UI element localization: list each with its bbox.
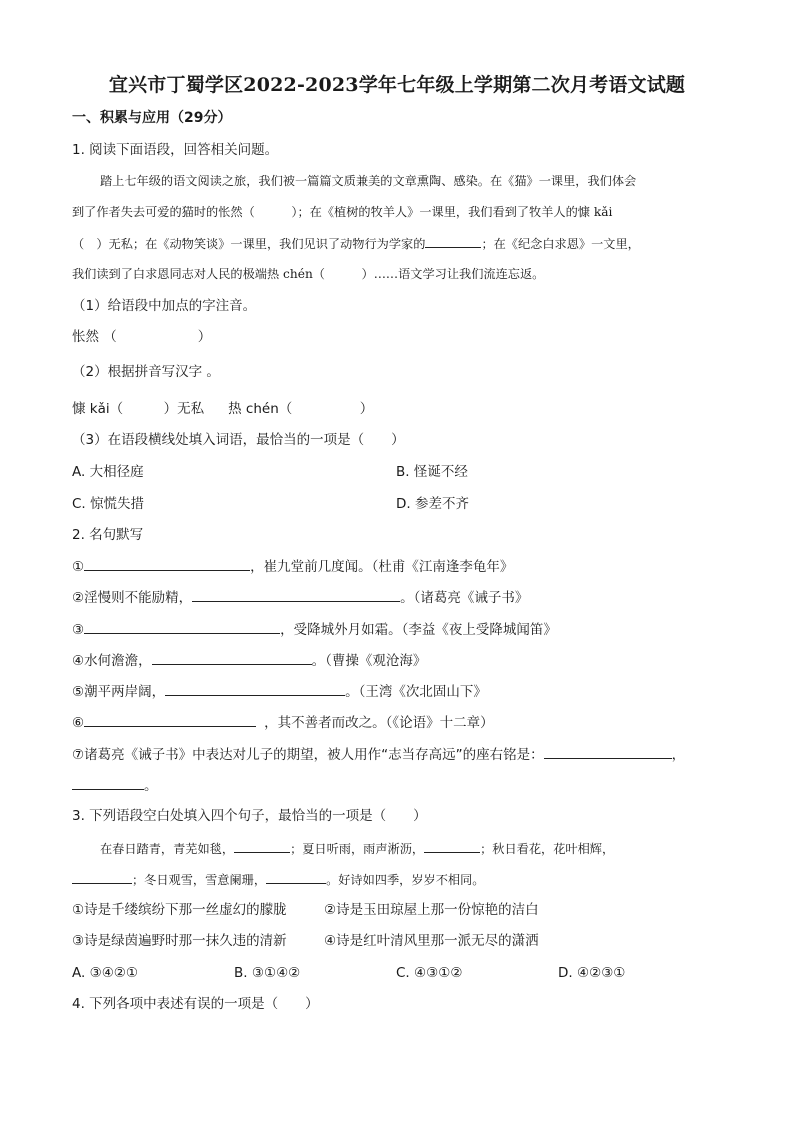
q3-passage-line — [72, 869, 485, 890]
option-text: 参差不齐 — [414, 496, 469, 512]
option-label: D. — [558, 965, 573, 981]
recitation-item-continued — [72, 775, 158, 796]
pinyin-item: 热 chén（ ） — [228, 401, 374, 417]
pinyin-item: 慷 kǎi（ ）无私 — [72, 401, 205, 417]
q3-passage-text: ；冬日观雪，雪意阑珊， — [132, 873, 267, 887]
option-label: B. — [234, 965, 248, 981]
recitation-item — [72, 587, 528, 608]
recitation-item — [72, 744, 685, 765]
fill-blank[interactable] — [72, 869, 132, 884]
q3-option-d[interactable] — [558, 963, 625, 983]
recitation-pre: ⑦诸葛亮《诫子书》中表达对儿子的期望，被人用作“志当存高远”的座右铭是： — [72, 747, 544, 763]
option-text: ③④②① — [89, 965, 139, 981]
fill-blank[interactable] — [72, 775, 144, 790]
q3-passage-text: 在春日踏青，青芜如毯， — [100, 842, 235, 856]
recitation-post: ，其不善者而改之。（《论语》十二章） — [264, 715, 494, 731]
q1-stem: 1. 阅读下面语段，回答相关问题。 — [72, 142, 279, 158]
q2-stem: 2. 名句默写 — [72, 527, 144, 543]
option-text: ③①④② — [251, 965, 301, 981]
option-label: A. — [72, 464, 86, 480]
q1-passage-text: （ ）无私；在《动物笑谈》一课里，我们见识了动物行为学家的 — [72, 237, 426, 251]
q1-option-a[interactable] — [72, 462, 144, 482]
fill-blank[interactable] — [152, 650, 312, 665]
q3-passage-line — [100, 838, 614, 859]
option-text: 怪诞不经 — [413, 464, 468, 480]
q1-passage-line — [72, 233, 640, 254]
option-label: B. — [396, 464, 410, 480]
q3-option-b[interactable] — [234, 963, 300, 983]
recitation-item — [72, 650, 426, 671]
option-label: C. — [396, 965, 410, 981]
fill-blank[interactable] — [84, 619, 280, 634]
recitation-pre: ③ — [72, 622, 85, 638]
recitation-pre: ②淫慢则不能励精， — [72, 590, 193, 606]
q3-sentence: ③诗是绿茵遍野时那一抹久违的清新 — [72, 933, 287, 949]
option-text: 大相径庭 — [89, 464, 144, 480]
q3-option-a[interactable] — [72, 963, 138, 983]
recitation-pre: ⑥ — [72, 715, 85, 731]
fill-blank[interactable] — [84, 712, 256, 727]
q1-passage-line: 我们读到了白求恩同志对人民的极端热 chén（ ）……语文学习让我们流连忘返。 — [72, 267, 545, 281]
fill-blank[interactable] — [165, 681, 345, 696]
q3-sentence: ②诗是玉田琼屋上那一份惊艳的洁白 — [324, 902, 539, 918]
option-text: ④②③① — [576, 965, 626, 981]
recitation-post: 。（诸葛亮《诫子书》 — [400, 590, 529, 606]
option-label: A. — [72, 965, 86, 981]
fill-blank[interactable] — [234, 838, 290, 853]
fill-blank[interactable] — [544, 744, 672, 759]
q1-option-b[interactable] — [396, 462, 468, 482]
q1-option-c[interactable] — [72, 494, 144, 514]
recitation-post: 。 — [144, 778, 158, 794]
q4-stem: 4. 下列各项中表述有误的一项是（ ） — [72, 996, 319, 1012]
q1-passage-text: ；在《纪念白求恩》一文里， — [481, 237, 640, 251]
recitation-post: ，受降城外月如霜。（李益《夜上受降城闻笛》 — [280, 622, 557, 638]
option-text: 惊慌失措 — [90, 496, 145, 512]
recitation-item — [72, 556, 513, 577]
q1-sub2-answer — [72, 399, 373, 419]
q1-sub1-answer: 怅然 （ ） — [72, 329, 212, 345]
fill-blank[interactable] — [192, 587, 400, 602]
q1-sub3: （3）在语段横线处填入词语，最恰当的一项是（ ） — [72, 432, 405, 448]
q3-stem: 3. 下列语段空白处填入四个句子，最恰当的一项是（ ） — [72, 808, 427, 824]
q3-sentence: ①诗是千缕缤纷下那一丝虚幻的朦胧 — [72, 902, 287, 918]
recitation-post: ，崔九堂前几度闻。（杜甫《江南逢李龟年》 — [250, 559, 514, 575]
page-title: 宜兴市丁蜀学区2022-2023学年七年级上学期第二次月考语文试题 — [108, 74, 686, 96]
q1-passage-line: 踏上七年级的语文阅读之旅，我们被一篇篇文质兼美的文章熏陶、感染。在《猫》一课里，我们体会 — [100, 174, 637, 188]
fill-blank[interactable] — [424, 838, 480, 853]
recitation-pre: ④水何澹澹， — [72, 653, 152, 669]
q3-passage-text: ；夏日听雨，雨声淅沥， — [290, 842, 425, 856]
q1-sub2: （2）根据拼音写汉字 。 — [72, 364, 220, 380]
recitation-item — [72, 681, 487, 702]
recitation-pre: ① — [72, 559, 85, 575]
q1-option-d[interactable] — [396, 494, 469, 514]
q3-option-c[interactable] — [396, 963, 462, 983]
recitation-item — [72, 619, 557, 640]
section-heading: 一、积累与应用（29分） — [72, 110, 232, 126]
option-text: ④③①② — [414, 965, 463, 981]
recitation-pre: ⑤潮平两岸阔， — [72, 684, 166, 700]
recitation-post: 。（王湾《次北固山下》 — [345, 684, 487, 700]
option-label: D. — [396, 496, 411, 512]
recitation-item — [72, 712, 494, 733]
q3-passage-text: 。好诗如四季，岁岁不相同。 — [326, 873, 485, 887]
option-label: C. — [72, 496, 86, 512]
fill-blank[interactable] — [425, 233, 481, 248]
q3-sentence: ④诗是红叶清风里那一派无尽的潇洒 — [324, 933, 539, 949]
recitation-post: ， — [671, 747, 686, 763]
q1-passage-line: 到了作者失去可爱的猫时的怅然（ ）；在《植树的牧羊人》一课里，我们看到了牧羊人的慷 kǎi — [72, 205, 613, 219]
recitation-post: 。（曹操《观沧海》 — [311, 653, 427, 669]
fill-blank[interactable] — [84, 556, 250, 571]
q3-passage-text: ；秋日看花，花叶相辉， — [480, 842, 615, 856]
q1-sub1: （1）给语段中加点的字注音。 — [72, 298, 257, 314]
fill-blank[interactable] — [266, 869, 326, 884]
